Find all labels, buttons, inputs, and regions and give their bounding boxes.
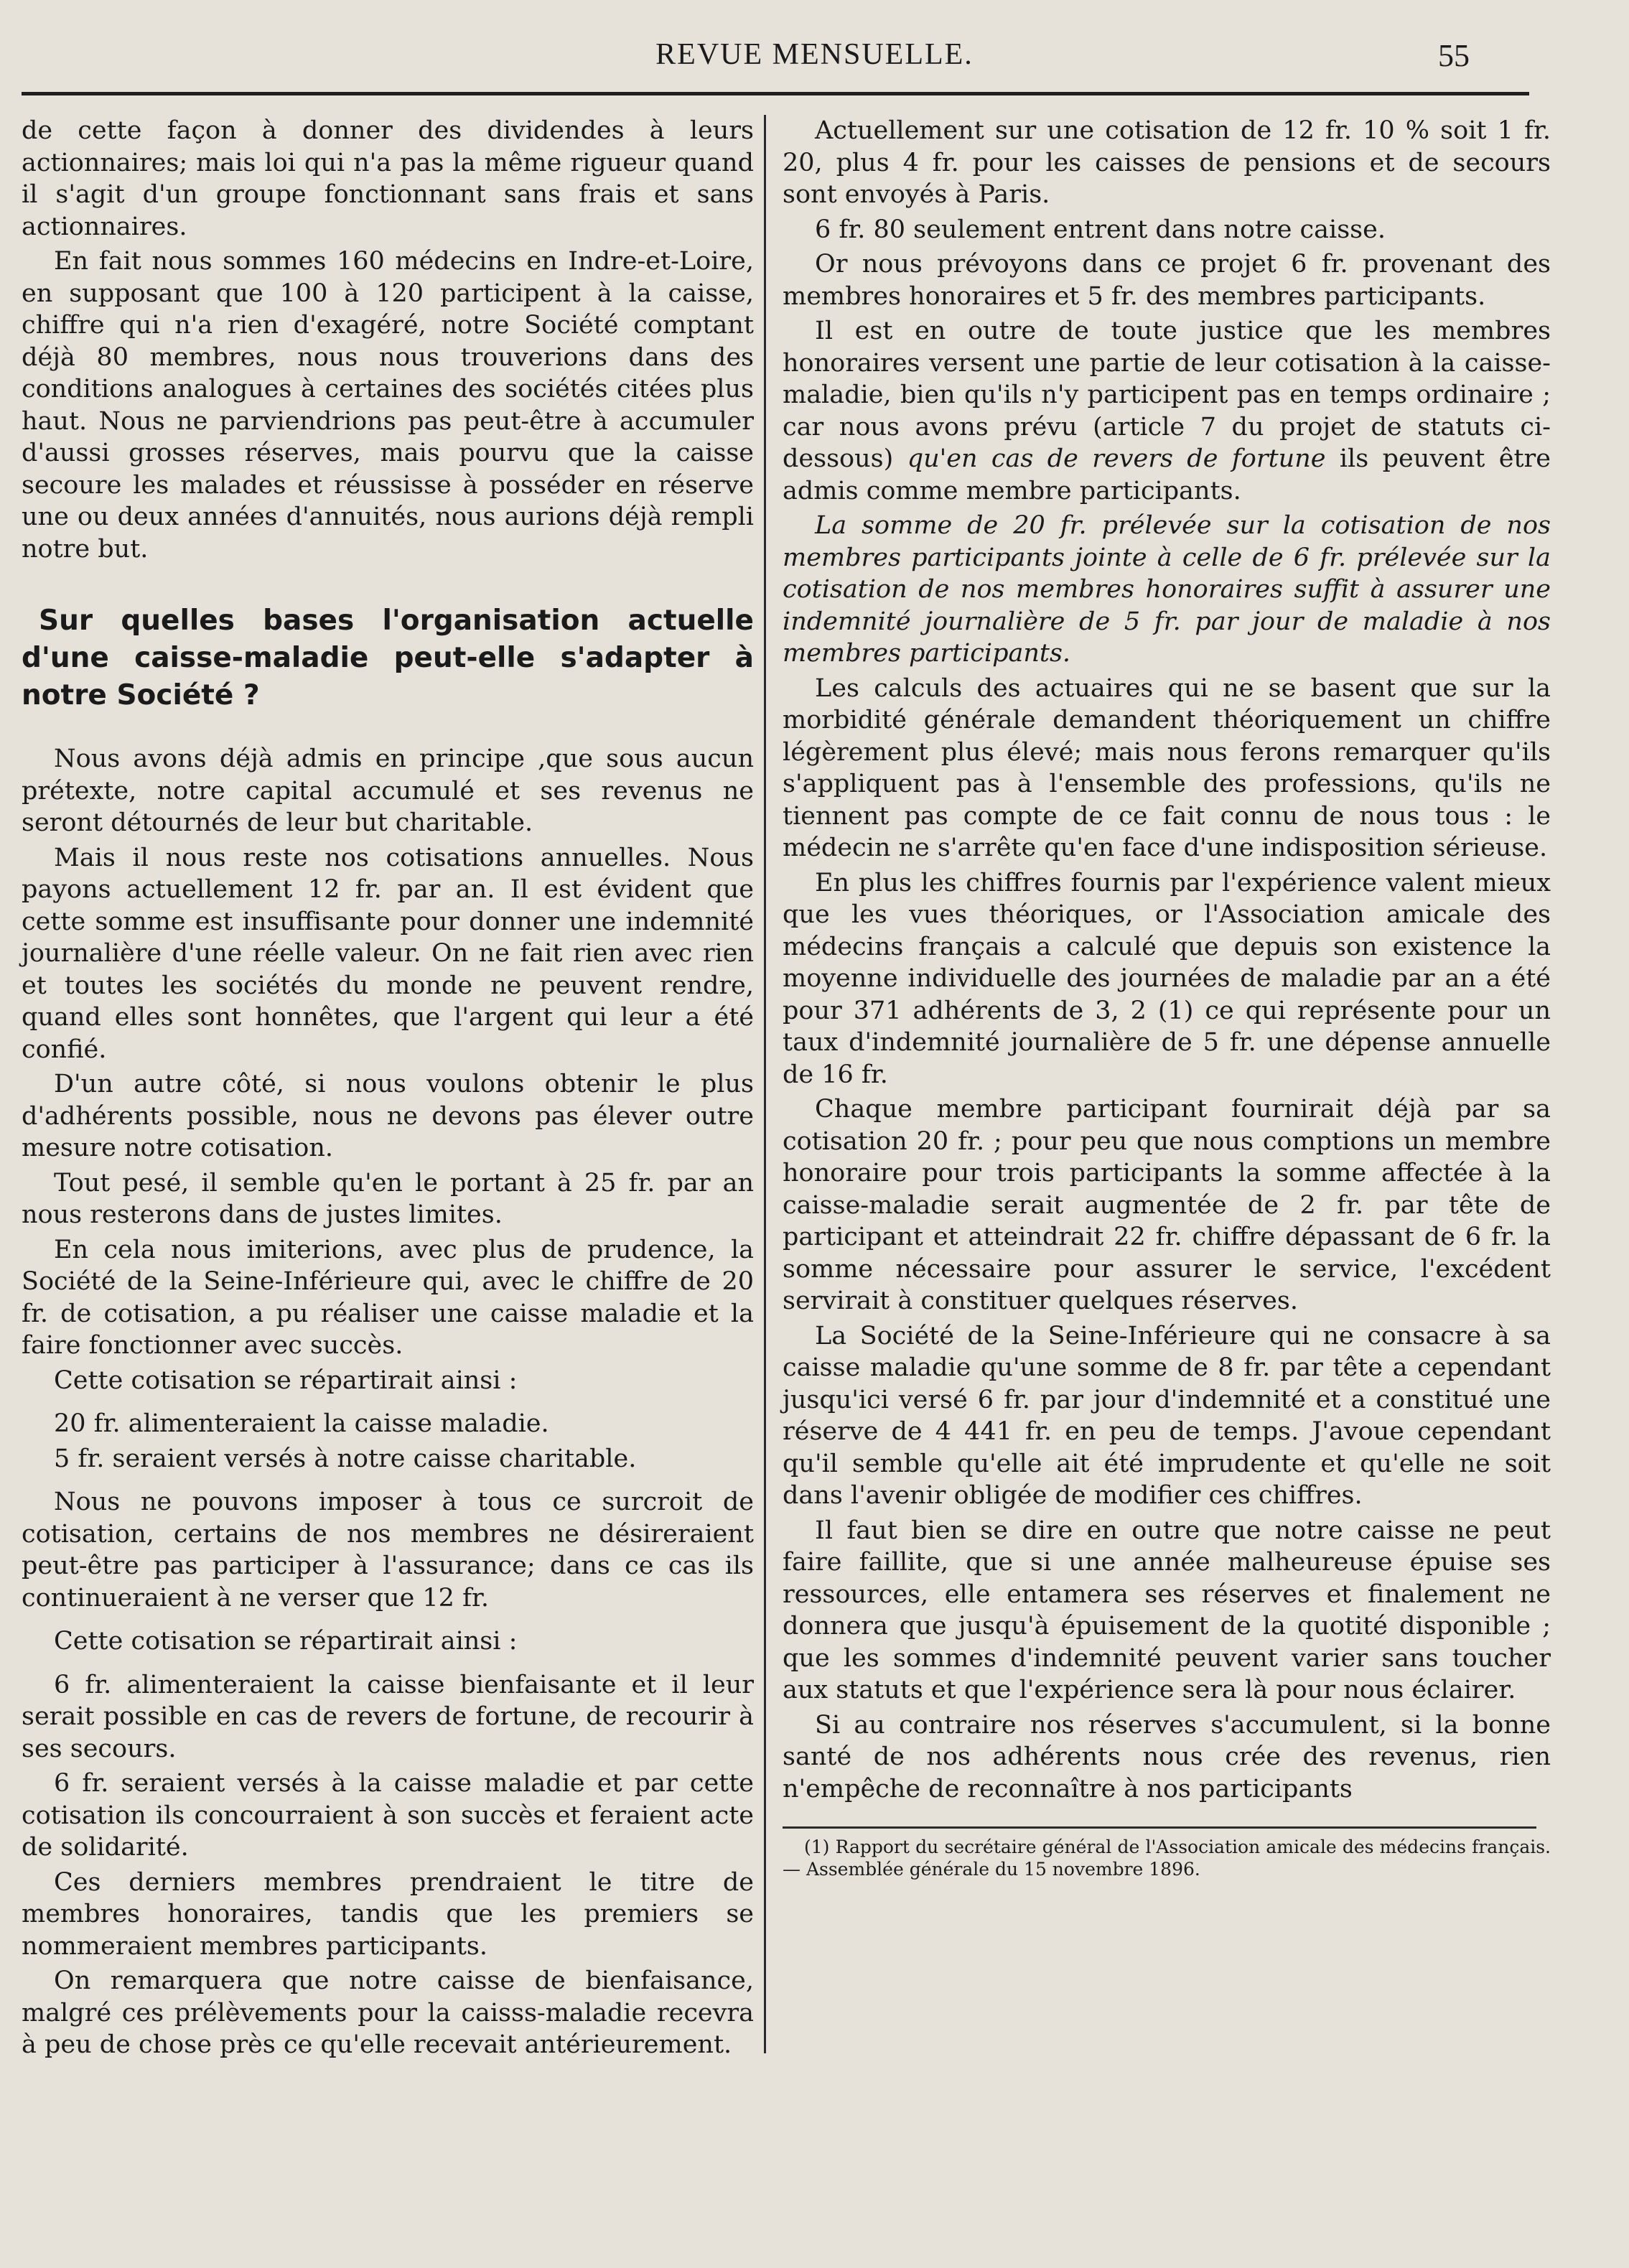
paragraph: Tout pesé, il semble qu'en le portant à 25 fr. par an nous resterons dans de justes limites. (22, 1168, 754, 1229)
paragraph: Mais il nous reste nos cotisations annuelles. Nous payons actuellement 12 fr. par an. Il est évident que cette somme est insuffisante pour donner une indemnité journalière d'une réelle valeur. On ne fait rien avec rien et toutes les sociétés du monde ne peuvent rendre, quand elles sont honnêtes, que l'argent qui leur a été confié. (22, 843, 754, 1064)
footnote: (1) Rapport du secrétaire général de l'Association amicale des médecins français. — Assemblée générale du 15 novembre 1896. (783, 1837, 1551, 1880)
paragraph: Ces derniers membres prendraient le titre de membres honoraires, tandis que les premiers se nommeraient membres participants. (22, 1867, 754, 1961)
paragraph: En plus les chiffres fournis par l'expérience valent mieux que les vues théoriques, or l'Association amicale des médecins français a calculé que depuis son existence la moyenne individuelle des journées de maladie par an a été pour 371 adhérents de 3, 2 (1) ce qui représente pour un taux d'indemnité journalière de 5 fr. une dépense annuelle de 16 fr. (783, 868, 1551, 1089)
paragraph: 20 fr. alimenteraient la caisse maladie. (54, 1409, 549, 1438)
paragraph: Or nous prévoyons dans ce projet 6 fr. provenant des membres honoraires et 5 fr. des membres participants. (783, 250, 1551, 311)
left-column (22, 115, 754, 2064)
paragraph: 6 fr. alimenteraient la caisse bienfaisante et il leur serait possible en cas de revers de fortune, de recourir à ses secours. (22, 1670, 754, 1763)
paragraph: En fait nous sommes 160 médecins en Indre-et-Loire, en supposant que 100 à 120 participent à la caisse, chiffre qui n'a rien d'exagéré, notre Société comptant déjà 80 membres, nous nous trouverions dans des conditions analogues à certaines des sociétés citées plus haut. Nous ne parviendrions pas peut-être à accumuler d'aussi grosses réserves, mais pourvu que la caisse secoure les malades et réussisse à posséder en réserve une ou deux années d'annuités, nous aurions déjà rempli notre but. (22, 247, 754, 564)
paragraph: 6 fr. 80 seulement entrent dans notre caisse. (815, 215, 1386, 244)
paragraph: La Société de la Seine-Inférieure qui ne consacre à sa caisse maladie qu'une somme de 8 fr. par tête a cependant jusqu'ici versé 6 fr. par jour d'indemnité et a constitué une réserve de 4 441 fr. en peu de temps. J'avoue cependant qu'il semble qu'elle ait été imprudente et qu'elle ne soit dans l'avenir obligée de modifier ces chiffres. (783, 1321, 1551, 1510)
paragraph: Cette cotisation se répartirait ainsi : (54, 1366, 518, 1395)
text-run: Il est en outre de toute justice que les membres honoraires versent une partie de leur cotisation à la caisse-maladie, bien qu'ils n'y participent pas en temps ordinaire ; car nous avons prévu (article 7 du projet de statuts ci-dessous) (783, 317, 1551, 473)
right-column (783, 115, 1551, 1883)
paragraph (783, 315, 1551, 507)
paragraph: Les calculs des actuaires qui ne se basent que sur la morbidité générale demandent théoriquement un chiffre légèrement plus élevé; mais nous ferons remarquer qu'ils s'appliquent pas à l'ensemble des professions, qu'ils ne tiennent pas compte de ce fait connu de nous tous : le médecin ne s'arrête qu'en face d'une indisposition sérieuse. (783, 673, 1551, 862)
paragraph: Actuellement sur une cotisation de 12 fr. 10 % soit 1 fr. 20, plus 4 fr. pour les caisses de pensions et de secours sont envoyés à Paris. (783, 116, 1551, 209)
paragraph: Il faut bien se dire en outre que notre caisse ne peut faire faillite, que si une année malheureuse épuise ses ressources, elle entamera ses réserves et finalement ne donnera que jusqu'à épuisement de la quotité disponible ; que les sommes d'indemnité peuvent varier sans toucher aux statuts et que l'expérience sera là pour nous éclairer. (783, 1516, 1551, 1704)
paragraph: de cette façon à donner des dividendes à leurs actionnaires; mais loi qui n'a pas la même rigueur quand il s'agit d'un groupe fonctionnant sans frais et sans actionnaires. (22, 116, 754, 241)
paragraph: Chaque membre participant fournirait déjà par sa cotisation 20 fr. ; pour peu que nous comptions un membre honoraire pour trois participants la somme affectée à la caisse-maladie serait augmentée de 2 fr. par tête de participant et atteindrait 22 fr. chiffre dépassant de 6 fr. la somme nécessaire pour assurer le service, l'excédent servirait à constituer quelques réserves. (783, 1095, 1551, 1315)
header-rule (22, 92, 1529, 95)
running-title: REVUE MENSUELLE. (655, 38, 974, 71)
paragraph: En cela nous imiterions, avec plus de prudence, la Société de la Seine-Inférieure qui, avec le chiffre de 20 fr. de cotisation, a pu réaliser une caisse maladie et la faire fonctionner avec succès. (22, 1235, 754, 1360)
page-header (0, 37, 1629, 80)
page-number: 55 (1438, 38, 1470, 73)
italic-phrase: qu'en cas de revers de fortune (907, 444, 1326, 473)
paragraph: D'un autre côté, si nous voulons obtenir le plus d'adhérents possible, nous ne devons pas élever outre mesure notre cotisation. (22, 1070, 754, 1162)
column-divider (764, 115, 766, 2053)
paragraph: 5 fr. seraient versés à notre caisse charitable. (54, 1444, 637, 1473)
paragraph: Si au contraire nos réserves s'accumulent, si la bonne santé de nos adhérents nous crée des revenus, rien n'empêche de reconnaître à nos participants (783, 1710, 1551, 1803)
footnote-rule (783, 1826, 1536, 1829)
text-run: ils peuvent être admis comme membre participants. (783, 444, 1551, 505)
paragraph: On remarquera que notre caisse de bienfaisance, malgré ces prélèvements pour la caisss-maladie recevra à peu de chose près ce qu'elle recevait antérieurement. (22, 1966, 754, 2059)
paragraph: Nous ne pouvons imposer à tous ce surcroit de cotisation, certains de nos membres ne désireraient peut-être pas participer à l'assurance; dans ce cas ils continueraient à ne verser que 12 fr. (22, 1488, 754, 1613)
italic-paragraph: La somme de 20 fr. prélevée sur la cotisation de nos membres participants jointe à celle de 6 fr. prélevée sur la cotisation de nos membres honoraires suffit à assurer une indemnité journalière de 5 fr. par jour de maladie à nos membres participants. (783, 511, 1551, 668)
section-heading: Sur quelles bases l'organisation actuelle d'une caisse-maladie peut-elle s'adapter à notre Société ? (22, 605, 754, 711)
paragraph: Cette cotisation se répartirait ainsi : (54, 1627, 518, 1656)
paragraph: 6 fr. seraient versés à la caisse maladie et par cette cotisation ils concourraient à son succès et feraient acte de solidarité. (22, 1769, 754, 1862)
paragraph: Nous avons déjà admis en principe ,que sous aucun prétexte, notre capital accumulé et ses revenus ne seront détournés de leur but charitable. (22, 745, 754, 837)
